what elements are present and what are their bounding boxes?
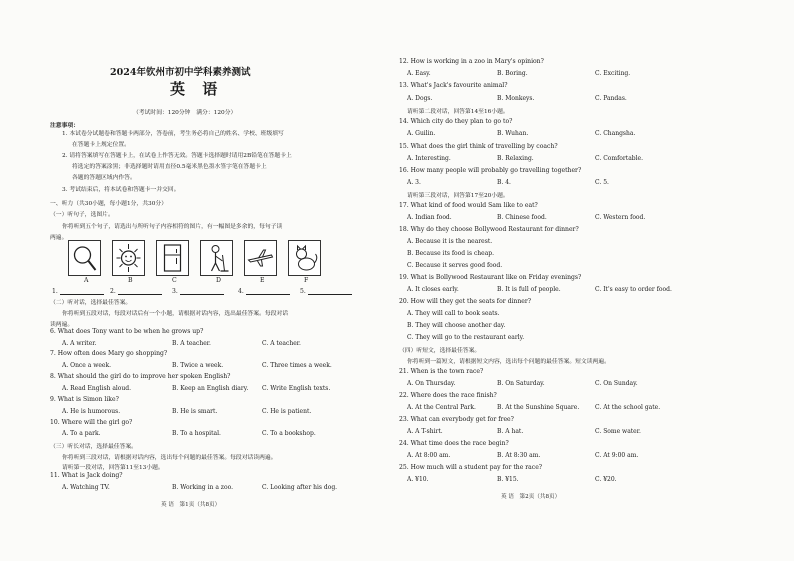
- part-instruction: 请听第二段对话，回答第14至16小题。: [407, 109, 509, 115]
- cat-icon: [289, 241, 320, 275]
- part-title: （四）听短文，选择最佳答案。: [399, 348, 481, 354]
- answer-blank-label: 1.: [52, 288, 58, 295]
- picture-label: E: [260, 277, 265, 284]
- option-a[interactable]: A. Indian food.: [407, 214, 452, 221]
- option-c[interactable]: C. ¥20.: [595, 476, 617, 483]
- option-a[interactable]: A. Guilin.: [407, 130, 436, 137]
- option-a[interactable]: A. 3.: [407, 179, 421, 186]
- question-15: 15. What does the girl think of travelling by coach?: [399, 143, 558, 150]
- option-a[interactable]: A. Read English aloud.: [62, 385, 132, 392]
- option-b[interactable]: B. Boring.: [497, 70, 528, 77]
- option-b[interactable]: B. They will choose another day.: [407, 322, 506, 329]
- question-9: 9. What is Simon like?: [50, 396, 119, 403]
- option-a[interactable]: A. At 8:00 am.: [407, 452, 451, 459]
- option-a[interactable]: A. Once a week.: [62, 362, 112, 369]
- option-b[interactable]: B. A hat.: [497, 428, 524, 435]
- airplane-icon: [245, 241, 276, 275]
- answer-blank-line[interactable]: [118, 294, 162, 295]
- question-13: 13. What's Jack's favourite animal?: [399, 82, 508, 89]
- part-instruction: 你将听到一篇短文，请根据短文内容，选出每个问题的最佳答案。短文读两遍。: [407, 359, 610, 365]
- answer-blank-line[interactable]: [60, 294, 104, 295]
- option-b[interactable]: B. Chinese food.: [497, 214, 547, 221]
- exam-title: 2024年钦州市初中学科素养测试: [110, 67, 251, 78]
- option-c[interactable]: C. Write English texts.: [262, 385, 331, 392]
- option-b[interactable]: B. Wuhan.: [497, 130, 529, 137]
- picture-d-person-sweeping: [200, 240, 233, 276]
- option-b[interactable]: B. He is smart.: [172, 408, 218, 415]
- question-21: 21. When is the town race?: [399, 368, 484, 375]
- option-c[interactable]: C. Exciting.: [595, 70, 631, 77]
- option-c[interactable]: C. On Sunday.: [595, 380, 638, 387]
- option-a[interactable]: A. A writer.: [62, 340, 97, 347]
- option-c[interactable]: C. 5.: [595, 179, 609, 186]
- option-c[interactable]: C. At the school gate.: [595, 404, 661, 411]
- option-c[interactable]: C. They will go to the restaurant early.: [407, 334, 525, 341]
- part-instruction: 你将听到五段对话，每段对话后有一个小题，请根据对话内容，选出最佳答案。每段对话: [62, 311, 289, 317]
- section-heading: 一、听力（共30小题，每小题1分，共30分）: [50, 201, 167, 207]
- answer-blank-line[interactable]: [180, 294, 224, 295]
- question-8: 8. What should the girl do to improve her spoken English?: [50, 373, 231, 380]
- option-c[interactable]: C. He is patient.: [262, 408, 312, 415]
- option-a[interactable]: A. Because it is the nearest.: [407, 238, 493, 245]
- question-25: 25. How much will a student pay for the race?: [399, 464, 543, 471]
- option-a[interactable]: A. Watching TV.: [62, 484, 110, 491]
- note-line: 2. 请将答案填写在答题卡上，在试卷上作答无效。答题卡选择题时请用2B铅笔在答题卡上: [62, 153, 292, 159]
- question-6: 6. What does Tony want to be when he grows up?: [50, 328, 204, 335]
- option-c[interactable]: C. Because it serves good food.: [407, 262, 503, 269]
- option-a[interactable]: A. On Thursday.: [407, 380, 456, 387]
- magnifier-icon: [69, 241, 100, 275]
- option-c[interactable]: C. It's easy to order food.: [595, 286, 672, 293]
- page-footer: 英 语 第1页（共8页）: [161, 502, 221, 508]
- picture-c-fridge: [156, 240, 189, 276]
- option-a[interactable]: A. A T-shirt.: [407, 428, 443, 435]
- option-b[interactable]: B. Monkeys.: [497, 95, 535, 102]
- option-a[interactable]: A. Interesting.: [407, 155, 451, 162]
- picture-label: F: [304, 277, 309, 284]
- notes-heading: 注意事项：: [50, 123, 79, 129]
- question-19: 19. What is Bollywood Restaurant like on Friday evenings?: [399, 274, 582, 281]
- subject-title: 英 语: [170, 80, 224, 98]
- option-a[interactable]: A. To a park.: [62, 430, 101, 437]
- option-c[interactable]: C. A teacher.: [262, 340, 301, 347]
- option-b[interactable]: B. 4.: [497, 179, 511, 186]
- time-info: （考试时间：120分钟 满分：120分）: [133, 110, 237, 116]
- answer-blank-label: 3.: [172, 288, 178, 295]
- option-a[interactable]: A. Dogs.: [407, 95, 433, 102]
- note-line: 在答题卡上规定位置。: [72, 142, 130, 148]
- option-c[interactable]: C. Pandas.: [595, 95, 627, 102]
- question-11: 11. What is Jack doing?: [50, 472, 123, 479]
- option-c[interactable]: C. To a bookshop.: [262, 430, 316, 437]
- option-a[interactable]: A. Easy.: [407, 70, 431, 77]
- picture-label: A: [84, 277, 89, 284]
- sun-icon: [113, 241, 144, 275]
- option-c[interactable]: C. Western food.: [595, 214, 646, 221]
- option-b[interactable]: B. To a hospital.: [172, 430, 221, 437]
- option-b[interactable]: B. At 8:30 am.: [497, 452, 541, 459]
- option-a[interactable]: A. At the Central Park.: [407, 404, 476, 411]
- option-b[interactable]: B. ¥15.: [497, 476, 519, 483]
- option-c[interactable]: C. Three times a week.: [262, 362, 332, 369]
- option-b[interactable]: B. Because its food is cheap.: [407, 250, 495, 257]
- note-line: 各题的答题区域内作答。: [72, 175, 136, 181]
- option-b[interactable]: B. Twice a week.: [172, 362, 224, 369]
- part-title: （二）听对话，选择最佳答案。: [50, 300, 132, 306]
- picture-label: D: [216, 277, 221, 284]
- question-14: 14. Which city do they plan to go to?: [399, 118, 513, 125]
- option-a[interactable]: A. They will call to book seats.: [407, 310, 500, 317]
- picture-e-plane: [244, 240, 277, 276]
- answer-blank-label: 2.: [110, 288, 116, 295]
- picture-label: C: [172, 277, 177, 284]
- option-c[interactable]: C. Changsha.: [595, 130, 636, 137]
- question-7: 7. How often does Mary go shopping?: [50, 350, 168, 357]
- part-title: （三）听长对话，选择最佳答案。: [50, 444, 137, 450]
- option-b[interactable]: B. A teacher.: [172, 340, 211, 347]
- option-b[interactable]: B. On Saturday.: [497, 380, 545, 387]
- part-instruction: 你将听到三段对话，请根据对话内容，选出每个问题的最佳答案。每段对话读两遍。: [62, 455, 277, 461]
- answer-blank-label: 4.: [238, 288, 244, 295]
- part-instruction: 你将听到五个句子，请选出与所听句子内容相符的图片，有一幅图是多余的，每句子读: [62, 224, 283, 230]
- note-line: 将选定的答案涂黑；非选择题时请用直径0.5毫米黑色墨水签字笔在答题卡上: [72, 164, 267, 170]
- option-c[interactable]: C. Looking after his dog.: [262, 484, 338, 491]
- answer-blank-label: 5.: [300, 288, 306, 295]
- option-b[interactable]: B. At the Sunshine Square.: [497, 404, 580, 411]
- option-b[interactable]: B. It is full of people.: [497, 286, 561, 293]
- question-23: 23. What can everybody get for free?: [399, 416, 514, 423]
- question-24: 24. What time does the race begin?: [399, 440, 509, 447]
- fridge-icon: [157, 241, 188, 275]
- option-a[interactable]: A. It closes early.: [407, 286, 459, 293]
- part-instruction: 请听第一段对话，回答第11至13小题。: [62, 465, 164, 471]
- part-instruction: 两遍。: [50, 235, 68, 241]
- part-instruction: 读两遍。: [50, 322, 74, 328]
- option-a[interactable]: A. He is humorous.: [62, 408, 121, 415]
- question-10: 10. Where will the girl go?: [50, 419, 133, 426]
- person-sweeping-icon: [201, 241, 232, 275]
- question-20: 20. How will they get the seats for dinner?: [399, 298, 532, 305]
- option-a[interactable]: A. ¥10.: [407, 476, 429, 483]
- picture-a-magnifier: [68, 240, 101, 276]
- question-16: 16. How many people will probably go travelling together?: [399, 167, 582, 174]
- option-b[interactable]: B. Relaxing.: [497, 155, 534, 162]
- option-b[interactable]: B. Working in a zoo.: [172, 484, 233, 491]
- page-footer: 英 语 第2页（共8页）: [501, 494, 561, 500]
- answer-blank-line[interactable]: [308, 294, 352, 295]
- question-22: 22. Where does the race finish?: [399, 392, 497, 399]
- picture-label: B: [128, 277, 133, 284]
- option-c[interactable]: C. Comfortable.: [595, 155, 643, 162]
- option-c[interactable]: C. Some water.: [595, 428, 641, 435]
- part-instruction: 请听第三段对话，回答第17至20小题。: [407, 193, 509, 199]
- question-12: 12. How is working in a zoo in Mary's opinion?: [399, 58, 544, 65]
- option-b[interactable]: B. Keep an English diary.: [172, 385, 249, 392]
- answer-blank-line[interactable]: [246, 294, 290, 295]
- note-line: 1. 本试卷分试题卷和答题卡两部分，答卷前，考生务必将自己的姓名、学校、班级填写: [62, 131, 284, 137]
- picture-f-cat: [288, 240, 321, 276]
- note-line: 3. 考试结束后，将本试卷和答题卡一并交回。: [62, 187, 180, 193]
- question-17: 17. What kind of food would Sam like to eat?: [399, 202, 538, 209]
- option-c[interactable]: C. At 9:00 am.: [595, 452, 639, 459]
- part-title: （一）听句子，选图片。: [50, 212, 114, 218]
- picture-b-sun: [112, 240, 145, 276]
- question-18: 18. Why do they choose Bollywood Restaurant for dinner?: [399, 226, 579, 233]
